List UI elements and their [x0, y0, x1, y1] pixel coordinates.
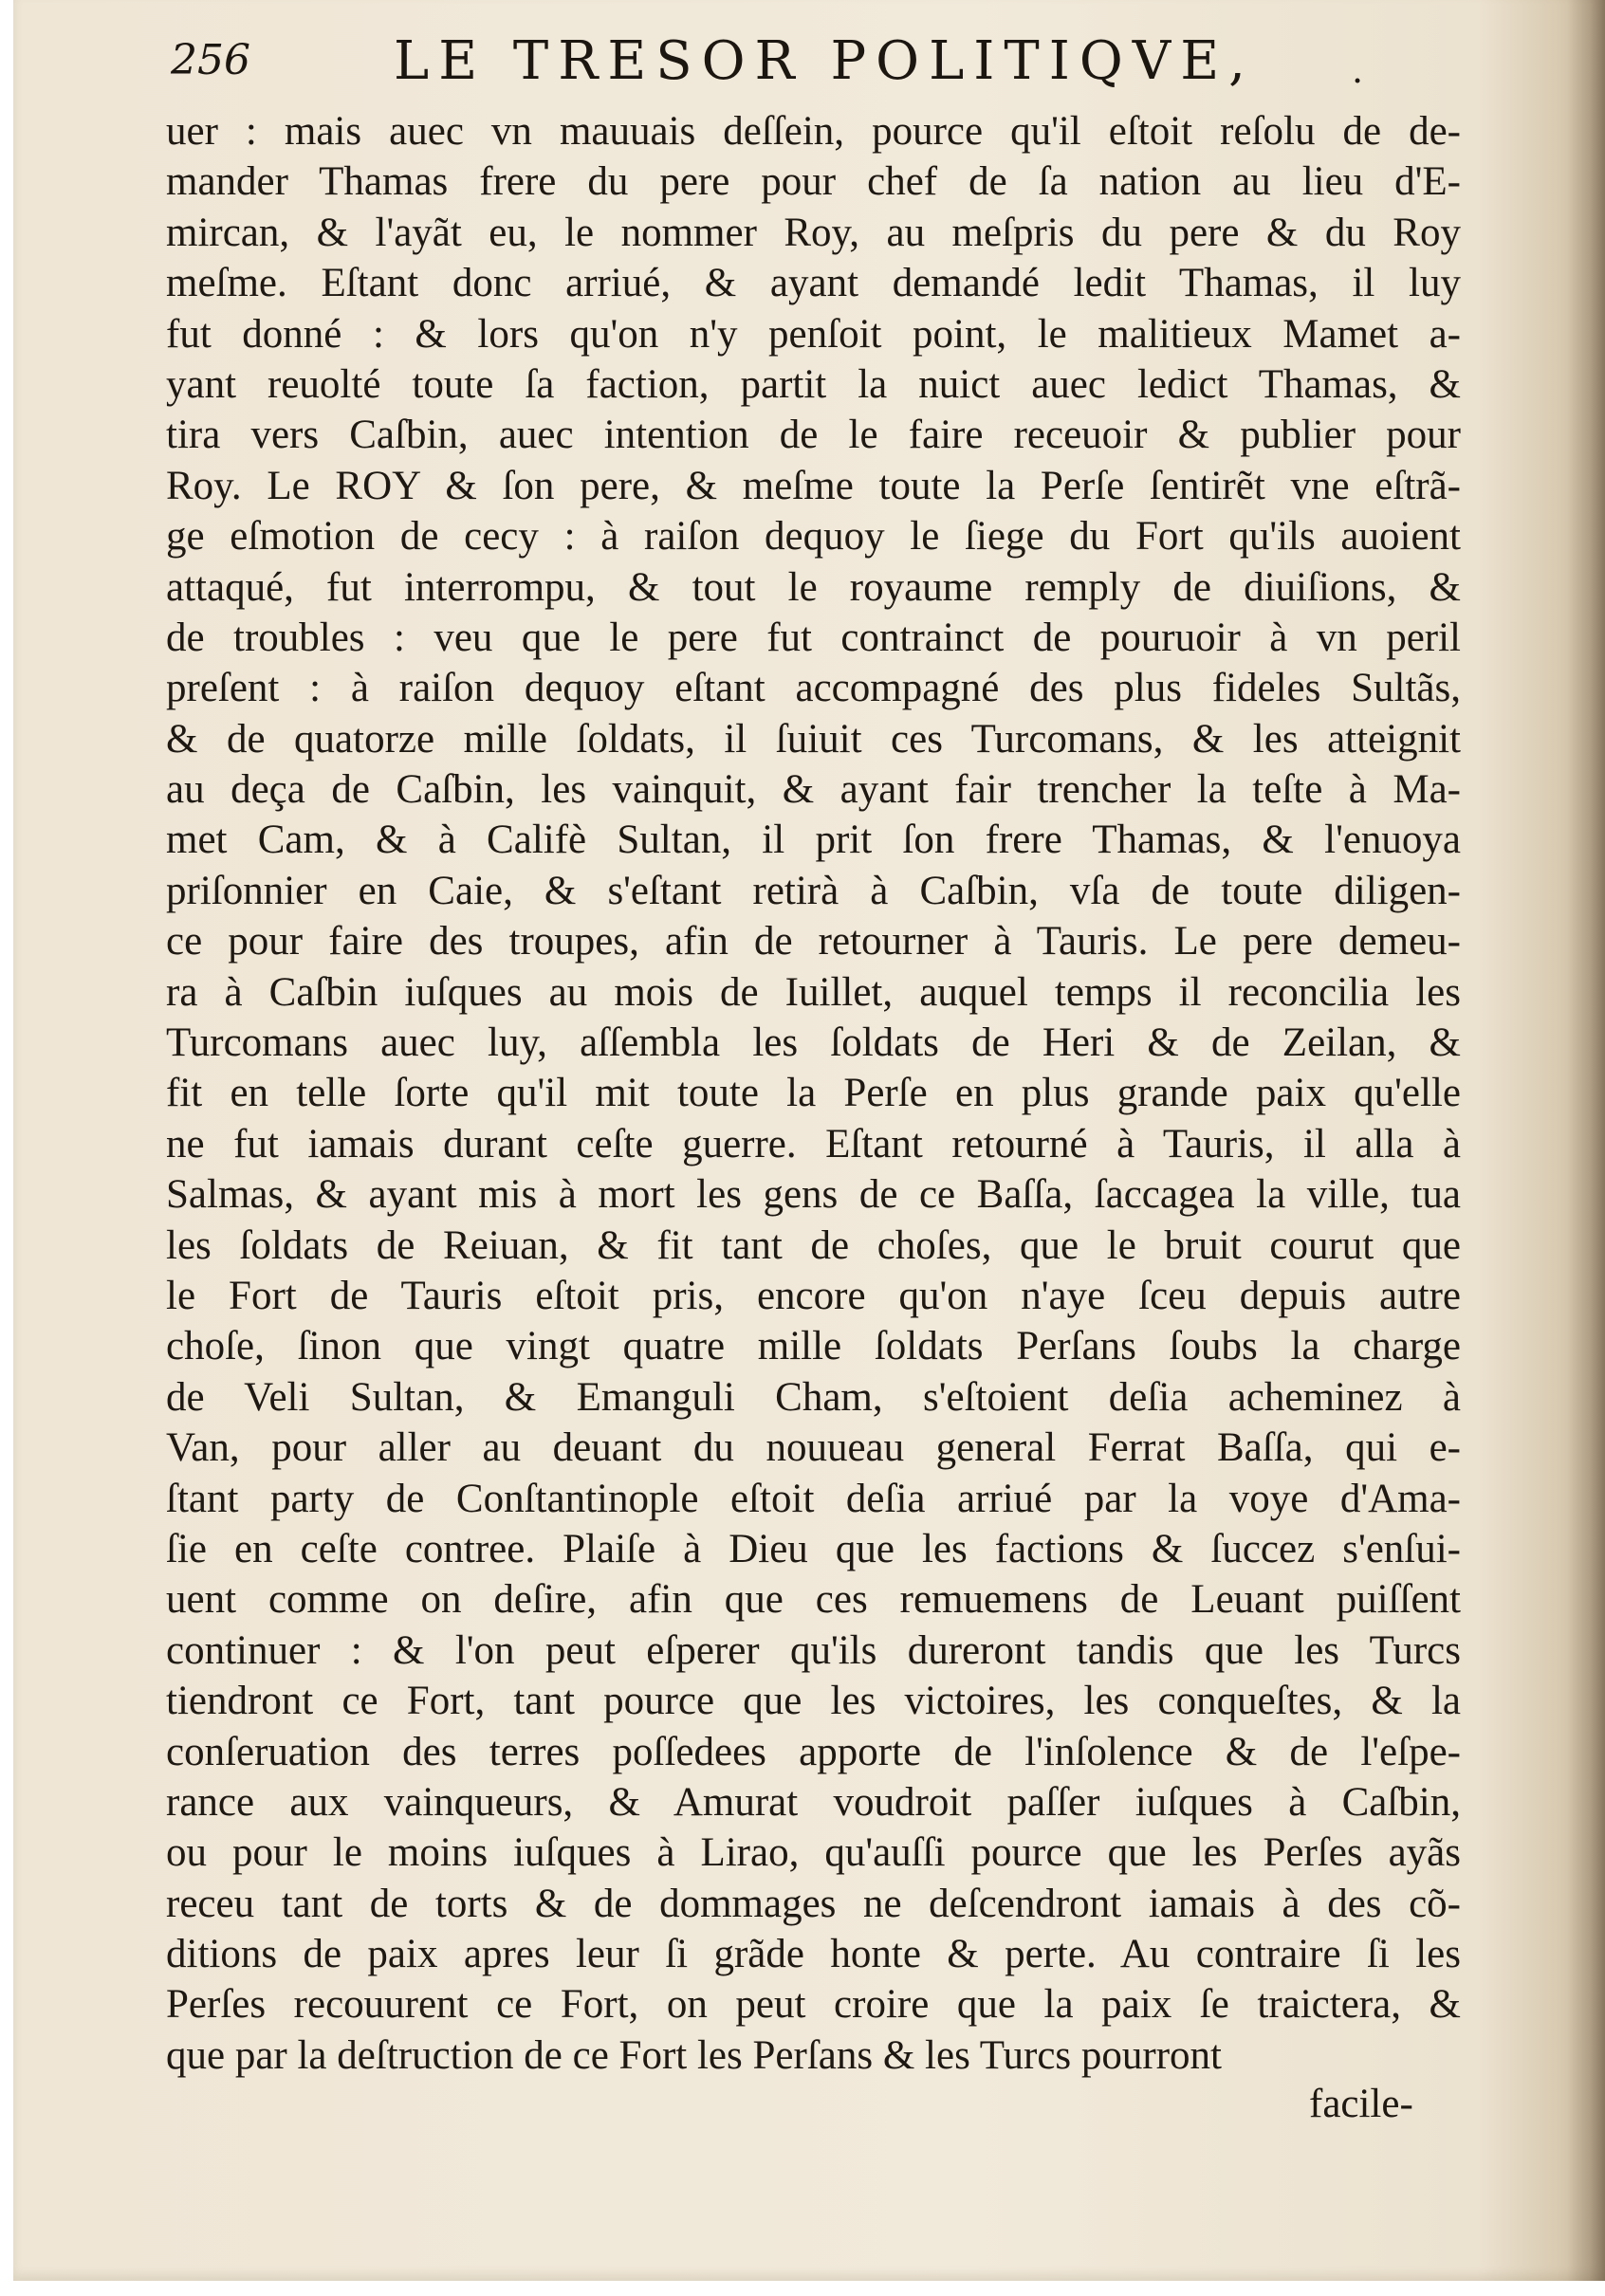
text-line: fut donné : & lors qu'on n'y penſoit point, le malitieux Mamet a- [166, 311, 1461, 357]
text-line: Salmas, & ayant mis à mort les gens de ce Baſſa, ſaccagea la ville, tua [166, 1172, 1461, 1218]
text-line: & de quatorze mille ſoldats, il ſuiuit ces Turcomans, & les atteignit [166, 716, 1461, 762]
text-line: les ſoldats de Reiuan, & fit tant de choſes, que le bruit courut que [166, 1222, 1461, 1268]
text-line: tira vers Caſbin, auec intention de le faire receuoir & publier pour [166, 413, 1461, 458]
text-line: preſent : à raiſon dequoy eſtant accompagné des plus fideles Sultãs, [166, 666, 1461, 711]
running-title: LE TRESOR POLITIQVE, [394, 30, 1255, 92]
text-line: uer : mais auec vn mauuais deſſein, pource qu'il eſtoit reſolu de de- [166, 109, 1461, 154]
text-line: mircan, & l'ayãt eu, le nommer Roy, au meſpris du pere & du Roy [166, 210, 1461, 255]
text-line: ge eſmotion de cecy : à raiſon dequoy le ſiege du Fort qu'ils auoient [166, 514, 1461, 560]
text-line: que par la deſtruction de ce Fort les Perſans & les Turcs pourront [166, 2032, 1223, 2078]
text-line: ou pour le moins iuſques à Lirao, qu'auſſi pource que les Perſes ayãs [166, 1830, 1461, 1876]
text-line: choſe, ſinon que vingt quatre mille ſoldats Perſans ſoubs la charge [166, 1324, 1461, 1369]
text-line: Van, pour aller au deuant du nouueau general Ferrat Baſſa, qui e- [166, 1425, 1461, 1471]
text-line: tiendront ce Fort, tant pource que les victoires, les conqueſtes, & la [166, 1679, 1461, 1724]
text-line: attaqué, fut interrompu, & tout le royaume remply de diuiſions, & [166, 564, 1461, 610]
text-line: ditions de paix apres leur ſi grãde honte & perte. Au contraire ſi les [166, 1932, 1461, 1977]
text-line: yant reuolté toute ſa faction, partit la nuict auec ledict Thamas, & [166, 361, 1461, 407]
text-line: conſeruation des terres poſſedees apporte de l'inſolence & de l'eſpe- [166, 1729, 1461, 1774]
text-line: continuer : & l'on peut eſperer qu'ils dureront tandis que les Turcs [166, 1627, 1461, 1673]
text-line: au deça de Caſbin, les vainquit, & ayant fair trencher la teſte à Ma- [166, 767, 1461, 813]
text-line: Roy. Le ROY & ſon pere, & meſme toute la Perſe ſentirẽt vne eſtrã- [166, 463, 1461, 508]
text-line: uent comme on deſire, afin que ces remuemens de Leuant puiſſent [166, 1577, 1461, 1623]
text-line: meſme. Eſtant donc arriué, & ayant demandé ledit Thamas, il luy [166, 261, 1461, 306]
text-line: de Veli Sultan, & Emanguli Cham, s'eſtoient deſia acheminez à [166, 1374, 1461, 1420]
text-line: mander Thamas frere du pere pour chef de ſa nation au lieu d'E- [166, 159, 1461, 205]
text-line: rance aux vainqueurs, & Amurat voudroit paſſer iuſques à Caſbin, [166, 1779, 1461, 1825]
running-header [171, 30, 1461, 106]
header-mark: . [1352, 49, 1364, 91]
text-line: Perſes recouurent ce Fort, on peut croire que la paix ſe traictera, & [166, 1982, 1461, 2028]
text-line: le Fort de Tauris eſtoit pris, encore qu'on n'aye ſceu depuis autre [166, 1273, 1461, 1318]
text-line: receu tant de torts & de dommages ne deſcendront iamais à des cõ- [166, 1881, 1461, 1926]
body-text [166, 106, 1461, 2081]
text-line: ce pour faire des troupes, afin de retourner à Tauris. Le pere demeu- [166, 919, 1461, 964]
text-line: ſtant party de Conſtantinople eſtoit deſia arriué par la voye d'Ama- [166, 1476, 1461, 1521]
text-line: de troubles : veu que le pere fut contrainct de pouruoir à vn peril [166, 615, 1461, 660]
text-line: fit en telle ſorte qu'il mit toute la Perſe en plus grande paix qu'elle [166, 1071, 1461, 1116]
page-number: 256 [171, 36, 250, 84]
text-line: priſonnier en Caie, & s'eſtant retirà à Caſbin, vſa de toute diligen- [166, 868, 1461, 913]
catchword: facile- [1309, 2082, 1413, 2126]
text-line: Turcomans auec luy, aſſembla les ſoldats de Heri & de Zeilan, & [166, 1020, 1461, 1066]
text-line: ſie en ceſte contree. Plaiſe à Dieu que les factions & ſuccez s'enſui- [166, 1526, 1461, 1571]
text-line: met Cam, & à Califè Sultan, il prit ſon frere Thamas, & l'enuoya [166, 817, 1461, 863]
text-line: ne fut iamais durant ceſte guerre. Eſtant retourné à Tauris, il alla à [166, 1121, 1461, 1166]
text-line: ra à Caſbin iuſques au mois de Iuillet, auquel temps il reconcilia les [166, 969, 1461, 1015]
